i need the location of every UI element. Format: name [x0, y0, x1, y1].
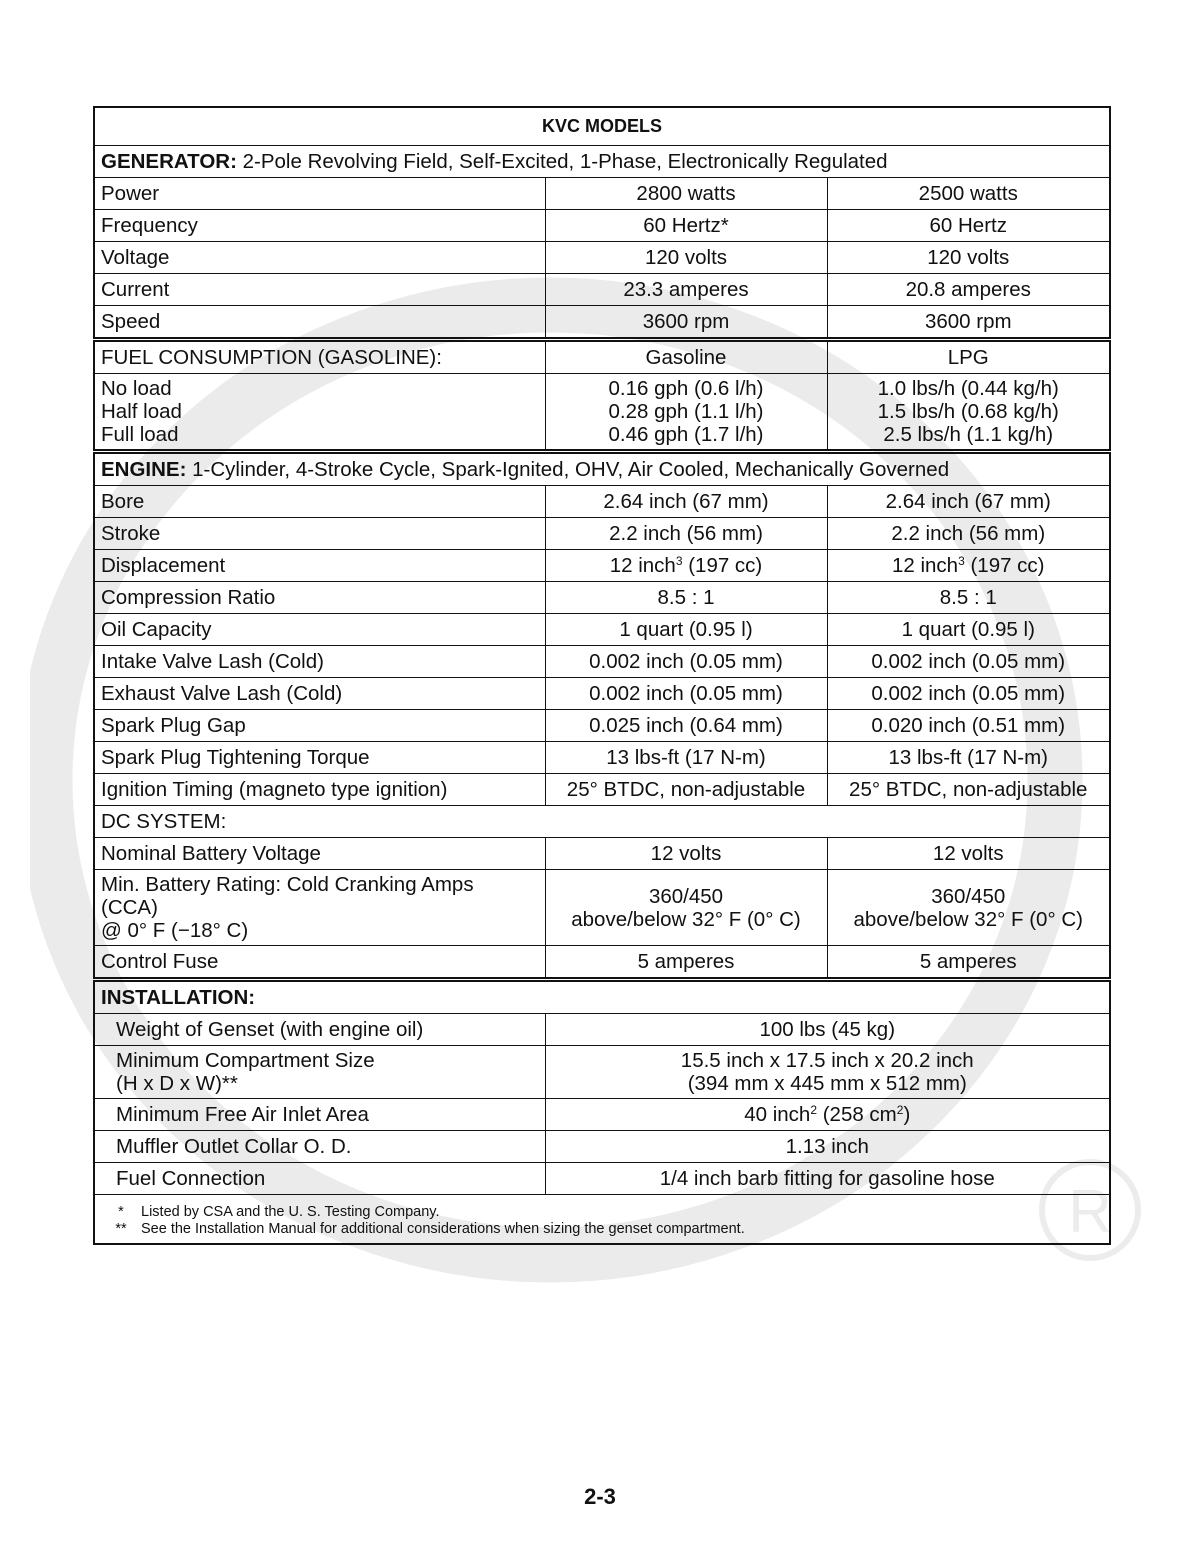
- superscript: 3: [675, 554, 683, 568]
- fuel-values-row: [94, 374, 1110, 452]
- table-row: [94, 678, 1110, 710]
- dc-system-header: DC SYSTEM:: [94, 806, 1110, 838]
- superscript: 2: [896, 1103, 904, 1117]
- value-b: [827, 870, 1110, 946]
- value-a: 2.2 inch (56 mm): [545, 518, 827, 550]
- row-label: Displacement: [94, 550, 545, 582]
- engine-header: [94, 452, 1110, 486]
- value-b: 20.8 amperes: [827, 274, 1110, 306]
- fuel-label: FUEL CONSUMPTION (GASOLINE):: [94, 340, 545, 374]
- table-title: KVC MODELS: [94, 107, 1110, 146]
- value: 100 lbs (45 kg): [545, 1014, 1110, 1046]
- row-label: Muffler Outlet Collar O. D.: [94, 1131, 545, 1163]
- value: 1.13 inch: [545, 1131, 1110, 1163]
- value-a: 0.002 inch (0.05 mm): [545, 678, 827, 710]
- row-label: Fuel Connection: [94, 1163, 545, 1195]
- value-a: 8.5 : 1: [545, 582, 827, 614]
- value-line: 15.5 inch x 17.5 inch x 20.2 inch: [680, 1049, 974, 1072]
- value-text: (197 cc): [682, 554, 763, 577]
- value-line: above/below 32° F (0° C): [571, 907, 801, 931]
- footnote-mark: *: [118, 1204, 124, 1220]
- row-label: Intake Valve Lash (Cold): [94, 646, 545, 678]
- value-b: 0.002 inch (0.05 mm): [827, 646, 1110, 678]
- specifications-table: [93, 106, 1111, 1245]
- table-row: [94, 178, 1110, 210]
- row-label: Compression Ratio: [94, 582, 545, 614]
- value-b: 2.64 inch (67 mm): [827, 486, 1110, 518]
- footnote-text: Listed by CSA and the U. S. Testing Company.: [141, 1204, 440, 1220]
- superscript: 2: [810, 1103, 818, 1117]
- value-a: [545, 550, 827, 582]
- value-b: 0.002 inch (0.05 mm): [827, 678, 1110, 710]
- value-line: 360/450: [648, 884, 724, 908]
- row-label: [94, 1046, 545, 1099]
- value-b: 120 volts: [827, 242, 1110, 274]
- row-label: Frequency: [94, 210, 545, 242]
- row-label: Spark Plug Gap: [94, 710, 545, 742]
- value-b: 13 lbs-ft (17 N-m): [827, 742, 1110, 774]
- value-b: 3600 rpm: [827, 306, 1110, 340]
- table-row: [94, 518, 1110, 550]
- value-text: 12 inch: [891, 554, 959, 577]
- row-label: [94, 870, 545, 946]
- value-b: 5 amperes: [827, 946, 1110, 980]
- row-label: Current: [94, 274, 545, 306]
- engine-desc: 1-Cylinder, 4-Stroke Cycle, Spark-Ignited, OHV, Air Cooled, Mechanically Governed: [192, 458, 950, 481]
- table-row: [94, 582, 1110, 614]
- table-row: [94, 1163, 1110, 1195]
- table-row: [94, 614, 1110, 646]
- fuel-loads: [94, 374, 545, 452]
- row-label: Voltage: [94, 242, 545, 274]
- table-row: [94, 486, 1110, 518]
- superscript: 3: [958, 554, 965, 568]
- table-row: [94, 1131, 1110, 1163]
- label-line: (CCA): [101, 896, 158, 919]
- value-line: above/below 32° F (0° C): [853, 907, 1083, 931]
- table-row: [94, 306, 1110, 340]
- footnotes: [94, 1195, 1110, 1245]
- engine-label: ENGINE:: [101, 458, 187, 481]
- row-label: Ignition Timing (magneto type ignition): [94, 774, 545, 806]
- value-text: (258 cm: [817, 1103, 897, 1126]
- fuel-value: 0.16 gph (0.6 l/h): [608, 377, 764, 400]
- table-row: [94, 646, 1110, 678]
- svg-text:R: R: [1068, 1178, 1112, 1245]
- footnote-text: See the Installation Manual for additional considerations when sizing the genset compartment.: [141, 1221, 745, 1237]
- table-row: [94, 1014, 1110, 1046]
- value-a: 3600 rpm: [545, 306, 827, 340]
- fuel-header-row: [94, 340, 1110, 374]
- load-label: Half load: [101, 400, 182, 423]
- value-a: [545, 870, 827, 946]
- value-b: [827, 550, 1110, 582]
- row-label: Power: [94, 178, 545, 210]
- table-row: [94, 774, 1110, 806]
- generator-label: GENERATOR:: [101, 150, 237, 173]
- footnote: [101, 1221, 1103, 1238]
- table-row: [94, 870, 1110, 946]
- label-line: Min. Battery Rating: Cold Cranking Amps: [101, 873, 474, 896]
- table-row: [94, 742, 1110, 774]
- value-text: ): [903, 1103, 911, 1126]
- value-a: 2.64 inch (67 mm): [545, 486, 827, 518]
- value-a: 60 Hertz*: [545, 210, 827, 242]
- load-label: Full load: [101, 423, 179, 446]
- fuel-values-b: [827, 374, 1110, 452]
- value-a: 2800 watts: [545, 178, 827, 210]
- table-row: [94, 946, 1110, 980]
- value-line: 360/450: [931, 884, 1006, 908]
- fuel-value: 2.5 lbs/h (1.1 kg/h): [883, 423, 1054, 446]
- fuel-value: 1.0 lbs/h (0.44 kg/h): [877, 377, 1059, 400]
- label-line: @ 0° F (−18° C): [101, 919, 249, 942]
- value-b: 60 Hertz: [827, 210, 1110, 242]
- row-label: Speed: [94, 306, 545, 340]
- table-row: [94, 838, 1110, 870]
- table-row: [94, 1046, 1110, 1099]
- value: [545, 1099, 1110, 1131]
- value-text: 12 inch: [609, 554, 676, 577]
- table-row: [94, 274, 1110, 306]
- value-text: 40 inch: [744, 1103, 811, 1126]
- value: [545, 1046, 1110, 1099]
- row-label: Stroke: [94, 518, 545, 550]
- value-a: 23.3 amperes: [545, 274, 827, 306]
- value-b: 1 quart (0.95 l): [827, 614, 1110, 646]
- row-label: Weight of Genset (with engine oil): [94, 1014, 545, 1046]
- value-a: 120 volts: [545, 242, 827, 274]
- footnote: [101, 1204, 1103, 1221]
- row-label: Exhaust Valve Lash (Cold): [94, 678, 545, 710]
- value-b: 0.020 inch (0.51 mm): [827, 710, 1110, 742]
- fuel-values-a: [545, 374, 827, 452]
- fuel-value: 0.28 gph (1.1 l/h): [608, 400, 764, 423]
- installation-header: INSTALLATION:: [94, 980, 1110, 1014]
- row-label: Control Fuse: [94, 946, 545, 980]
- value-a: 12 volts: [545, 838, 827, 870]
- footnote-mark: **: [115, 1221, 127, 1237]
- value-line: (394 mm x 445 mm x 512 mm): [687, 1072, 967, 1095]
- value-b: 25° BTDC, non-adjustable: [827, 774, 1110, 806]
- table-row: [94, 550, 1110, 582]
- value-a: 0.002 inch (0.05 mm): [545, 646, 827, 678]
- page-number: 2-3: [584, 1484, 616, 1509]
- value-a: 13 lbs-ft (17 N-m): [545, 742, 827, 774]
- load-label: No load: [101, 377, 172, 400]
- table-row: [94, 242, 1110, 274]
- generator-header: [94, 146, 1110, 178]
- table-row: [94, 1099, 1110, 1131]
- label-line: Minimum Compartment Size: [116, 1049, 375, 1072]
- label-line: (H x D x W)**: [116, 1072, 238, 1095]
- value-a: 25° BTDC, non-adjustable: [545, 774, 827, 806]
- row-label: Spark Plug Tightening Torque: [94, 742, 545, 774]
- value-a: 5 amperes: [545, 946, 827, 980]
- row-label: Bore: [94, 486, 545, 518]
- value-text: (197 cc): [964, 554, 1045, 577]
- value-b: 12 volts: [827, 838, 1110, 870]
- value: 1/4 inch barb fitting for gasoline hose: [545, 1163, 1110, 1195]
- value-a: 1 quart (0.95 l): [545, 614, 827, 646]
- table-row: [94, 210, 1110, 242]
- fuel-col-b: LPG: [827, 340, 1110, 374]
- fuel-value: 1.5 lbs/h (0.68 kg/h): [877, 400, 1059, 423]
- value-b: 2.2 inch (56 mm): [827, 518, 1110, 550]
- value-b: 2500 watts: [827, 178, 1110, 210]
- row-label: Oil Capacity: [94, 614, 545, 646]
- value-b: 8.5 : 1: [827, 582, 1110, 614]
- fuel-value: 0.46 gph (1.7 l/h): [608, 423, 764, 446]
- table-row: [94, 710, 1110, 742]
- generator-desc: 2-Pole Revolving Field, Self-Excited, 1-Phase, Electronically Regulated: [242, 150, 888, 173]
- value-a: 0.025 inch (0.64 mm): [545, 710, 827, 742]
- fuel-col-a: Gasoline: [545, 340, 827, 374]
- row-label: Nominal Battery Voltage: [94, 838, 545, 870]
- row-label: Minimum Free Air Inlet Area: [94, 1099, 545, 1131]
